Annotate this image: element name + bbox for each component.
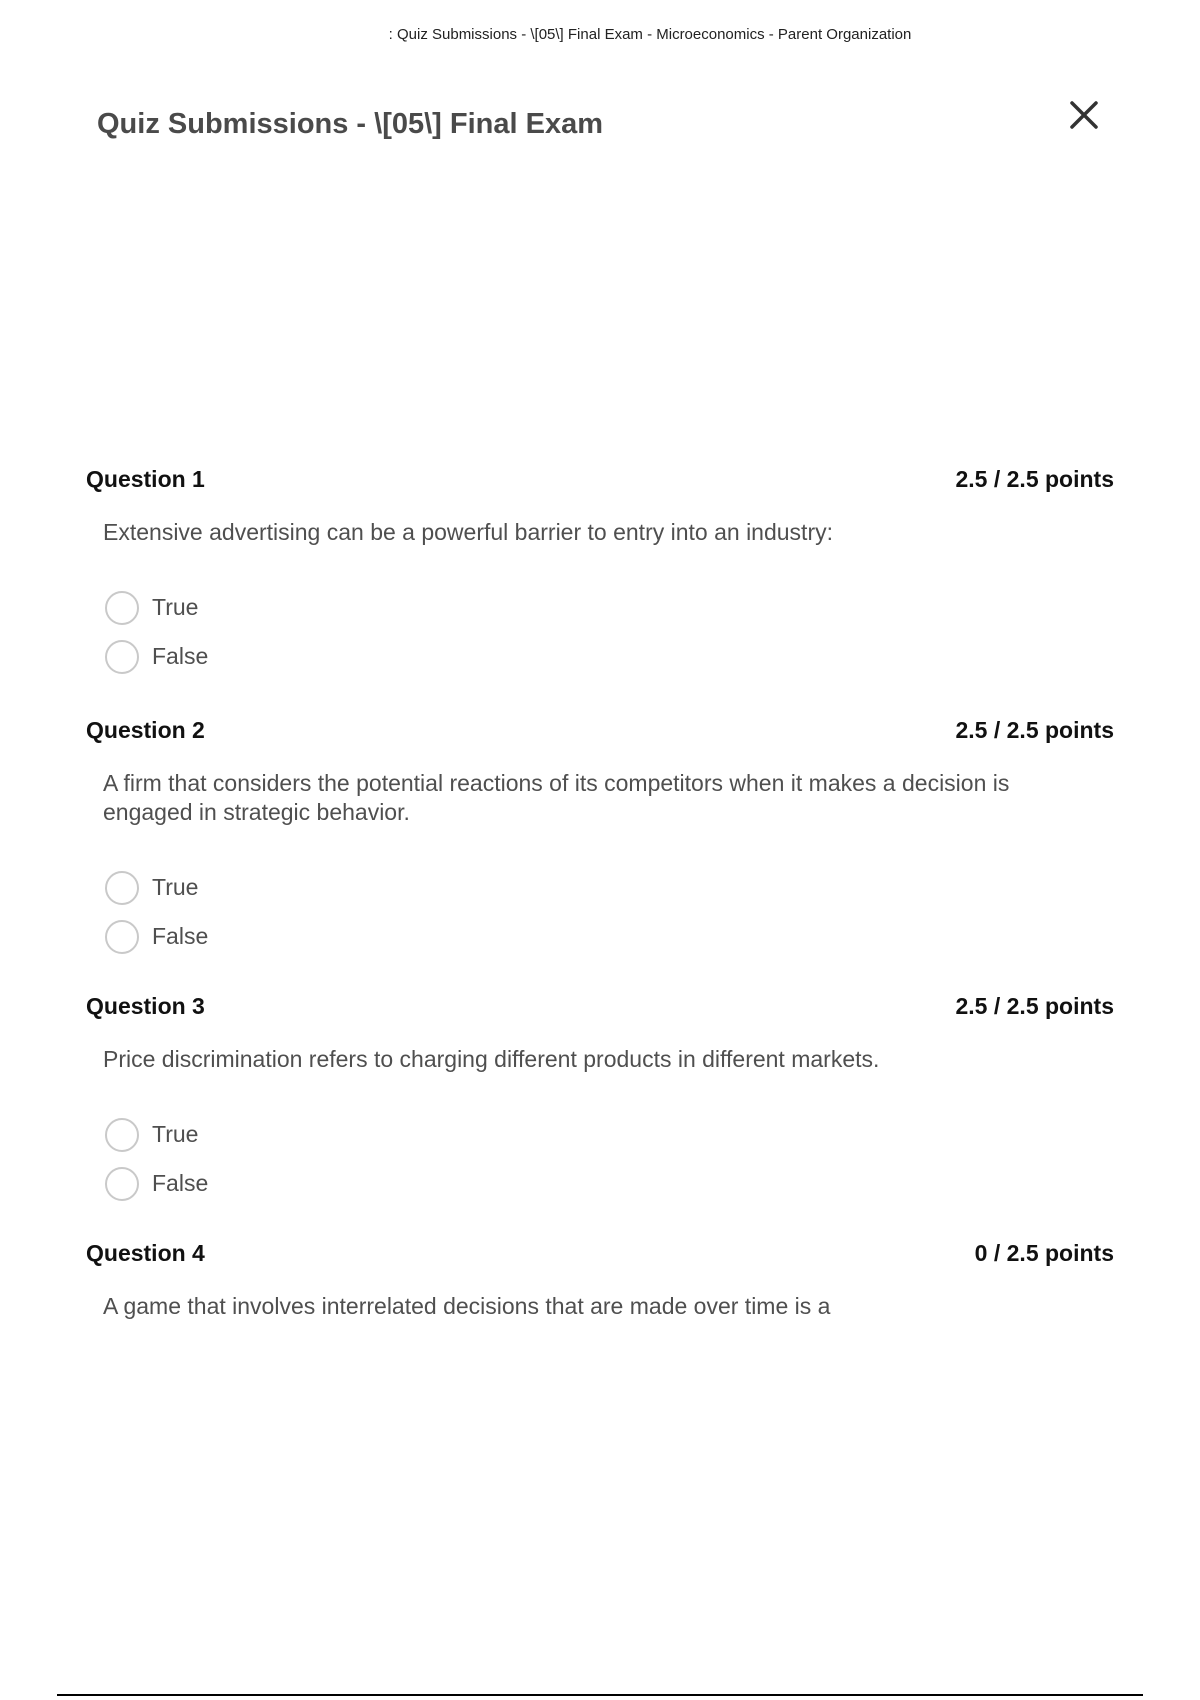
option-label: False: [152, 1170, 209, 1196]
page-title: Quiz Submissions - \[05\] Final Exam: [97, 108, 603, 140]
question-text: A game that involves interrelated decisions that are made over time is a: [103, 1293, 831, 1319]
question-header: [86, 993, 1114, 1023]
question-title: Question 2: [86, 717, 205, 743]
option-label: True: [152, 1121, 199, 1147]
question-list: [86, 466, 1114, 1321]
question-points: 2.5 / 2.5 points: [955, 993, 1114, 1019]
question-title: Question 1: [86, 466, 205, 492]
answer-options: [105, 583, 1114, 681]
close-icon: [1064, 95, 1104, 135]
radio-button[interactable]: [105, 1118, 139, 1152]
option-false[interactable]: [105, 912, 1114, 961]
question-points: 2.5 / 2.5 points: [955, 717, 1114, 743]
radio-button[interactable]: [105, 920, 139, 954]
question-3: [86, 993, 1114, 1208]
question-text: A firm that considers the potential reactions of its competitors when it makes a decision is engaged in strategic behavior.: [103, 770, 1010, 825]
radio-button[interactable]: [105, 1167, 139, 1201]
question-title: Question 3: [86, 993, 205, 1019]
browser-window-title: : Quiz Submissions - \[05\] Final Exam - Microeconomics - Parent Organization: [388, 26, 912, 43]
option-label: True: [152, 874, 199, 900]
option-false[interactable]: [105, 632, 1114, 681]
question-1: [86, 466, 1114, 681]
option-true[interactable]: [105, 583, 1114, 632]
question-4: [86, 1240, 1114, 1321]
radio-button[interactable]: [105, 591, 139, 625]
page-divider: [57, 1694, 1143, 1696]
question-points: 0 / 2.5 points: [974, 1240, 1114, 1266]
question-text: Price discrimination refers to charging different products in different markets.: [103, 1046, 880, 1072]
option-false[interactable]: [105, 1159, 1114, 1208]
answer-options: [105, 863, 1114, 961]
option-true[interactable]: [105, 863, 1114, 912]
answer-options: [105, 1110, 1114, 1208]
radio-button[interactable]: [105, 871, 139, 905]
question-title: Question 4: [86, 1240, 205, 1266]
question-text: Extensive advertising can be a powerful barrier to entry into an industry:: [103, 519, 833, 545]
close-button[interactable]: [1064, 95, 1104, 135]
option-label: False: [152, 643, 209, 669]
question-header: [86, 466, 1114, 496]
option-label: False: [152, 923, 209, 949]
question-header: [86, 1240, 1114, 1270]
option-label: True: [152, 594, 199, 620]
question-header: [86, 717, 1114, 747]
page-header: [97, 108, 1104, 158]
question-2: [86, 717, 1114, 961]
option-true[interactable]: [105, 1110, 1114, 1159]
radio-button[interactable]: [105, 640, 139, 674]
question-points: 2.5 / 2.5 points: [955, 466, 1114, 492]
